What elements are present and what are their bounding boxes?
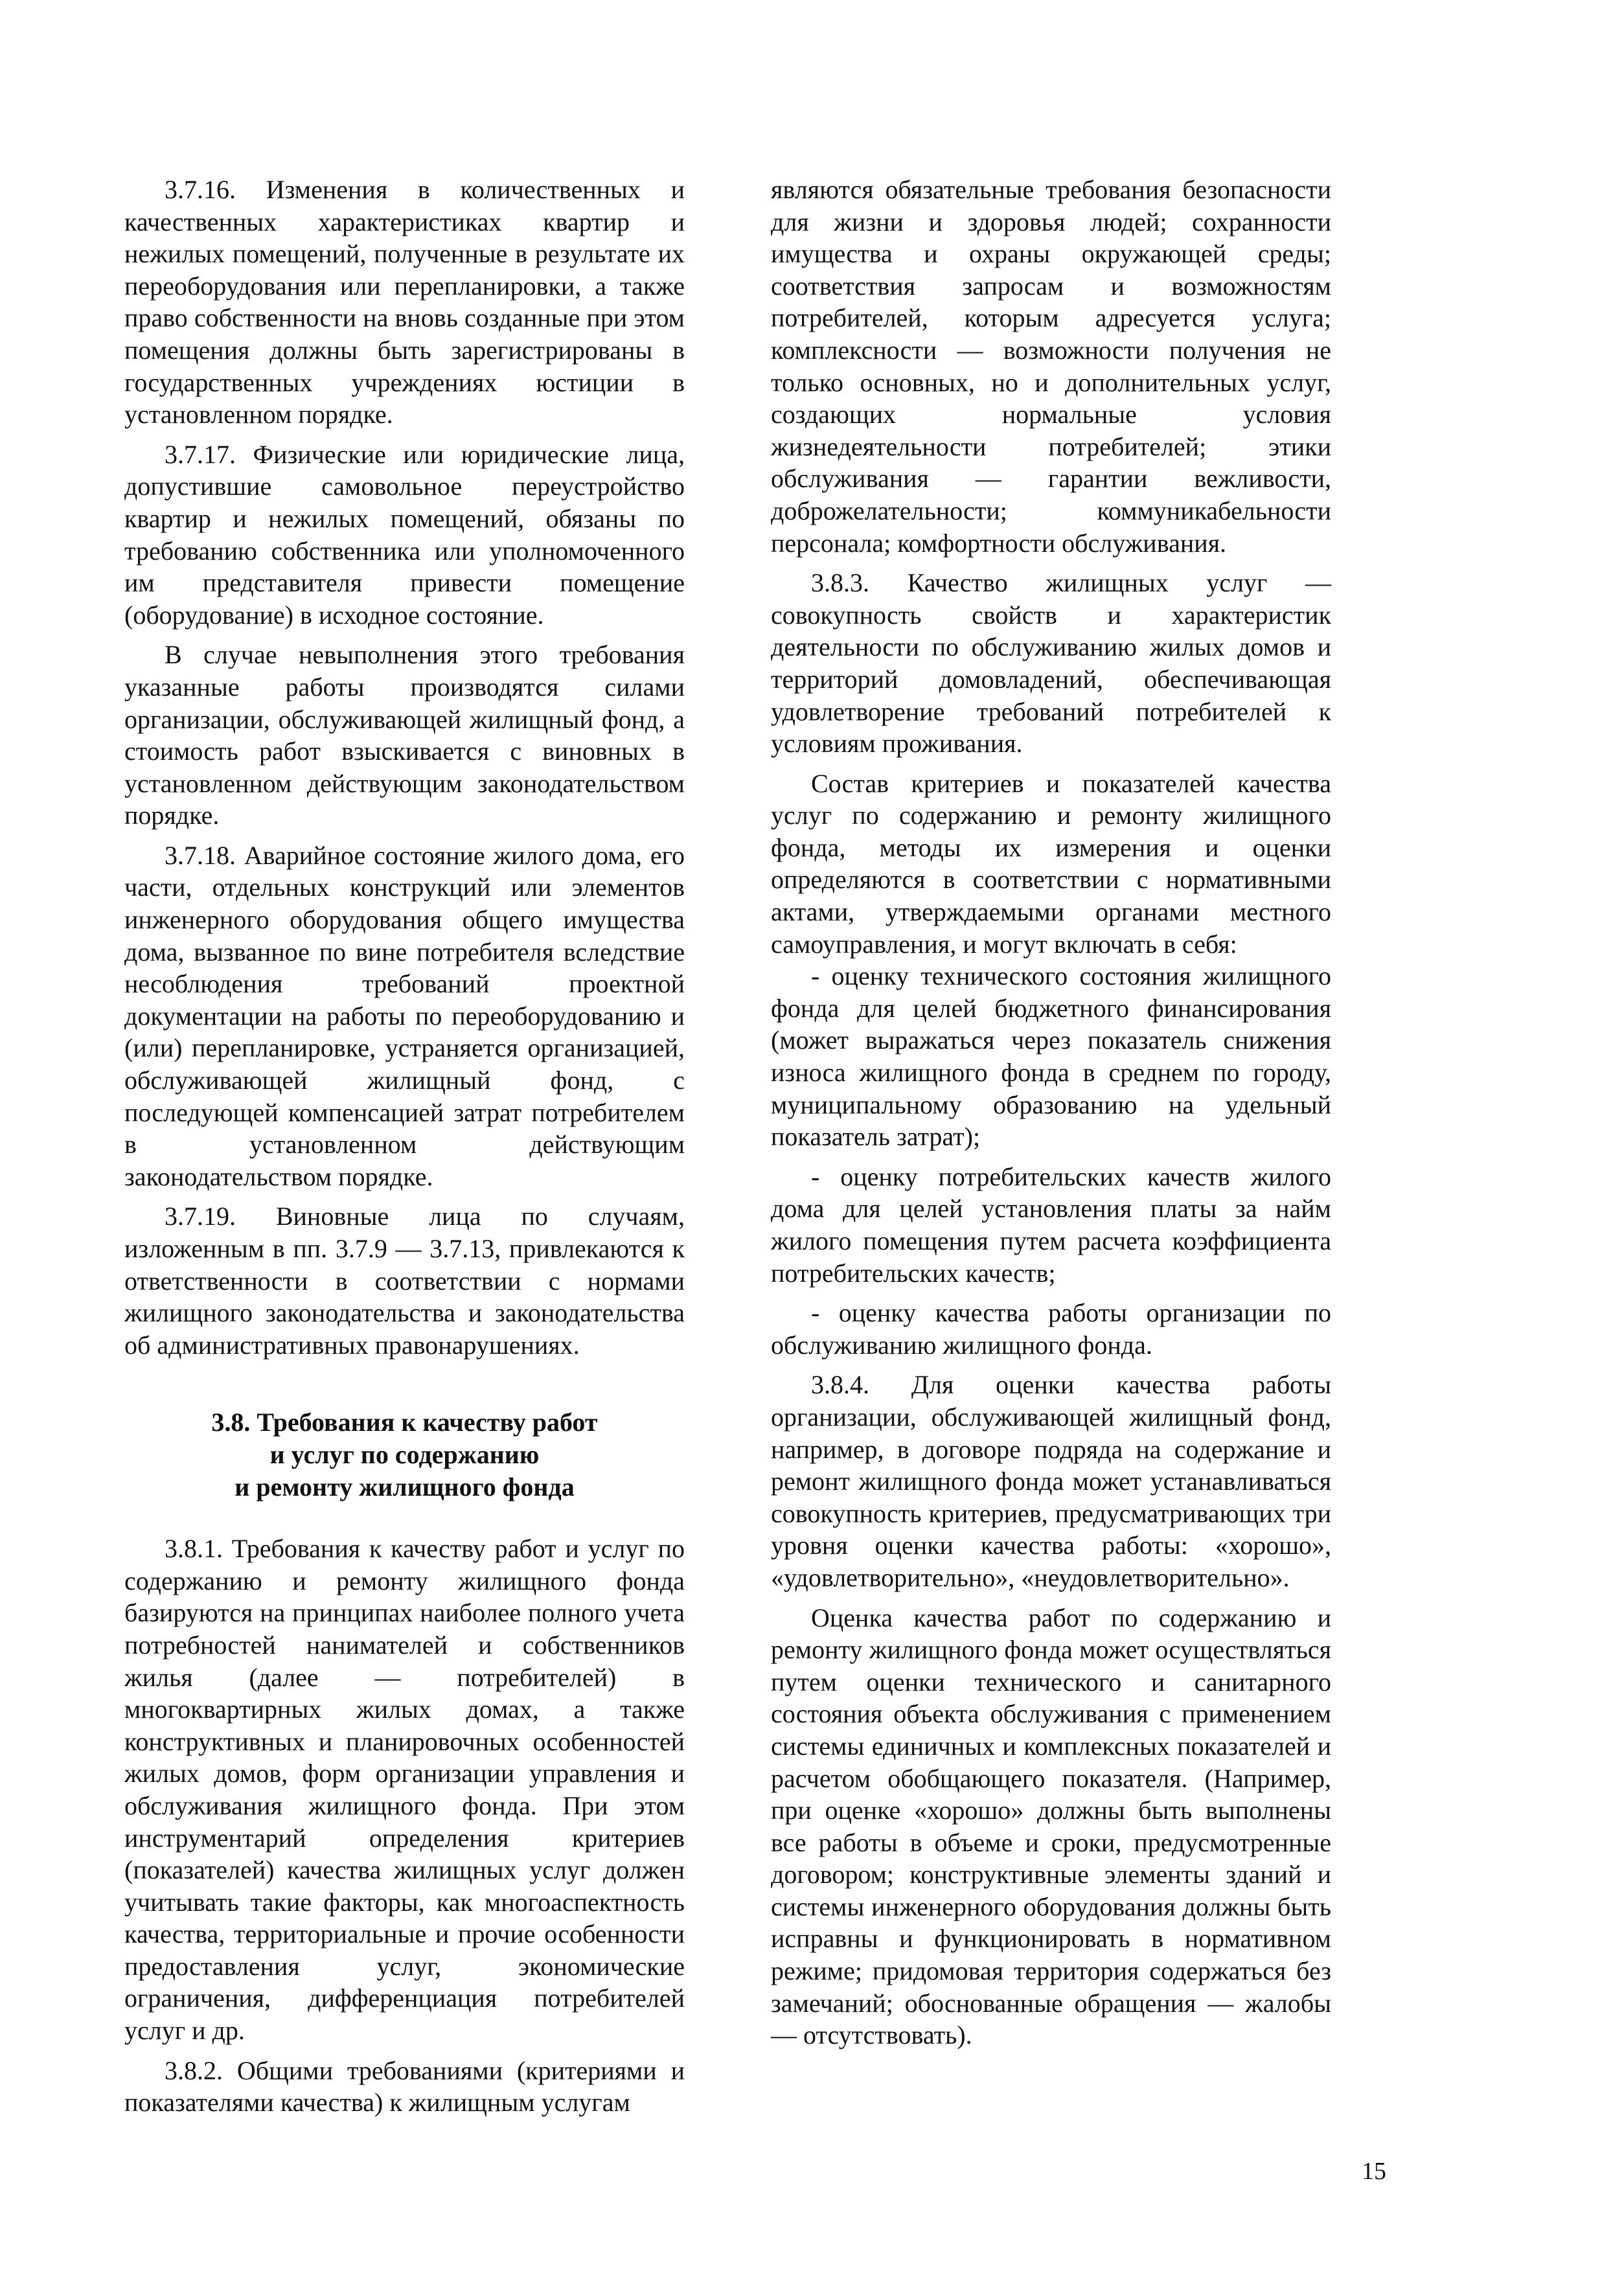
section-heading-line: 3.8. Требования к качеству работ [211,1408,598,1437]
left-column [124,174,685,2119]
paragraph-3-8-1: 3.8.1. Требования к качеству работ и услуг по содержанию и ремонту жилищного фонда базируются на принципах наиболее полного учета потребностей нанимателей и собственников жилья (далее — потребителей) в многоквартирных жилых домах, а также конструктивных и планировочных особенностей жилых домов, форм организации управления и обслуживания жилищного фонда. При этом инструментарий определения критериев (показателей) качества жилищных услуг должен учитывать такие факторы, как многоаспектность качества, территориальные и прочие особенности предоставления услуг, экономические ограничения, дифференциация потребителей услуг и др. [124,1534,685,2046]
list-item-technical: - оценку технического состояния жилищного фонда для целей бюджетного финансирования (может выражаться через показатель снижения износа жилищного фонда в среднем по городу, муниципальному образованию на удельный показатель затрат); [771,961,1331,1152]
paragraph-3-8-2-continued: являются обязательные требования безопасности для жизни и здоровья людей; сохранности имущества и охраны окружающей среды; соответствия запросам и возможностям потребителей, которым адресуется услуга; комплексности — возможности получения не только основных, но и дополнительных услуг, создающих нормальные условия жизнедеятельности потребителей; этики обслуживания — гарантии вежливости, доброжелательности; коммуникабельности персонала; комфортности обслуживания. [771,175,1331,558]
paragraph-3-8-3: 3.8.3. Качество жилищных услуг — совокупность свойств и характеристик деятельности по обслуживанию жилых домов и территорий домовладений, обеспечивающая удовлетворение требований потребителей к условиям проживания. [771,568,1331,759]
section-heading-line: и услуг по содержанию [269,1439,540,1469]
paragraph-3-7-16: 3.7.16. Изменения в количественных и качественных характеристиках квартир и нежилых помещений, полученные в результате их переоборудования или перепланировки, а также право собственности на вновь созданные при этом помещения должны быть зарегистрированы в государственных учреждениях юстиции в установленном порядке. [124,175,685,429]
section-heading-3-8 [124,1406,685,1503]
section-heading-line: и ремонту жилищного фонда [234,1472,575,1502]
paragraph-noncompliance: В случае невыполнения этого требования указанные работы производятся силами организации, обслуживающей жилищный фонд, а стоимость работ взыскивается с виновных в установленном действующим законодательством порядке. [124,640,685,830]
page-number: 15 [1362,2158,1386,2185]
paragraph-3-7-18: 3.7.18. Аварийное состояние жилого дома, его части, отдельных конструкций или элементов инженерного оборудования общего имущества дома, вызванное по вине потребителя вследствие несоблюдения требований проектной документации на работы по переоборудованию и (или) перепланировке, устраняется организацией, обслуживающей жилищный фонд, с последующей компенсацией затрат потребителем в установленном действующим законодательством порядке. [124,840,685,1191]
paragraph-3-8-4: 3.8.4. Для оценки качества работы организации, обслуживающей жилищный фонд, например, в договоре подряда на содержание и ремонт жилищного фонда может устанавливаться совокупность критериев, предусматривающих три уровня оценки качества работы: «хорошо», «удовлетворительно», «неудовлетворительно». [771,1370,1331,1592]
list-item-organization: - оценку качества работы организации по обслуживанию жилищного фонда. [771,1298,1331,1360]
paragraph-3-7-17: 3.7.17. Физические или юридические лица, допустившие самовольное переустройство квартир и нежилых помещений, обязаны по требованию собственника или уполномоченного им представителя привести помещение (оборудование) в исходное состояние. [124,439,685,630]
list-item-consumer: - оценку потребительских качеств жилого дома для целей установления платы за найм жилого помещения путем расчета коэффициента потребительских качеств; [771,1161,1331,1288]
paragraph-3-8-2: 3.8.2. Общими требованиями (критериями и показателями качества) к жилищным услугам [124,2055,685,2118]
paragraph-criteria: Состав критериев и показателей качества услуг по содержанию и ремонту жилищного фонда, методы их измерения и оценки определяются в соответствии с нормативными актами, утверждаемыми органами местного самоуправления, и могут включать в себя: [771,768,1331,959]
paragraph-3-7-19: 3.7.19. Виновные лица по случаям, изложенным в пп. 3.7.9 — 3.7.13, привлекаются к ответственности в соответствии с нормами жилищного законодательства и законодательства об административных правонарушениях. [124,1202,685,1360]
paragraph-assessment: Оценка качества работ по содержанию и ремонту жилищного фонда может осуществляться путем оценки технического и санитарного состояния объекта обслуживания с применением системы единичных и комплексных показателей и расчетом обобщающего показателя. (Например, при оценке «хорошо» должны быть выполнены все работы в объеме и сроки, предусмотренные договором; конструктивные элементы зданий и системы инженерного оборудования должны быть исправны и функционировать в нормативном режиме; придомовая территория содержаться без замечаний; обоснованные обращения — жалобы — отсутствовать). [771,1603,1331,2050]
right-column [771,174,1331,2051]
